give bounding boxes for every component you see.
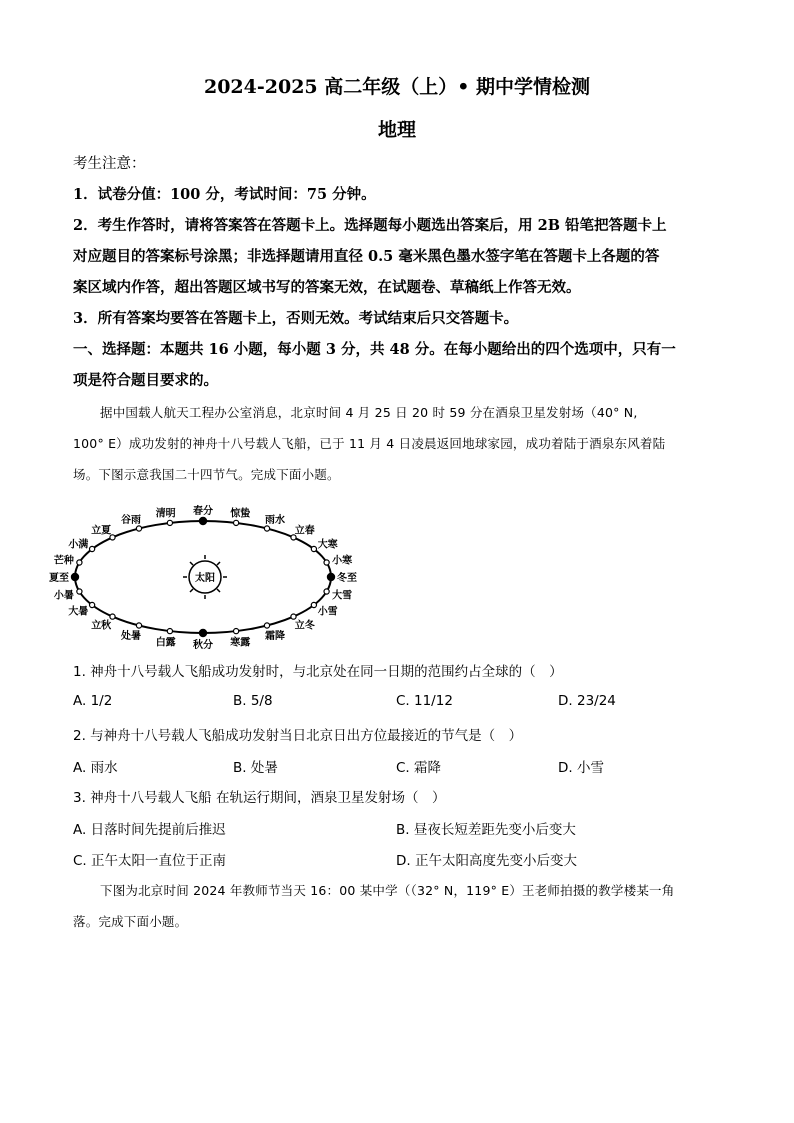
question-2-option-a[interactable]: A. 雨水: [73, 760, 118, 776]
question-1-option-c[interactable]: C. 11/12: [396, 693, 453, 709]
exam-title: 2024-2025 高二年级（上）• 期中学情检测: [203, 76, 591, 98]
term-marker: [77, 589, 82, 594]
passage-1-line-1: 据中国载人航天工程办公室消息，北京时间 4 月 25 日 20 时 59 分在酒泉卫星发射场（40° N,: [100, 405, 638, 420]
term-marker: [199, 517, 206, 524]
term-label: 小雪: [317, 606, 338, 618]
term-marker: [264, 623, 269, 628]
notice-item-2-line-2: 对应题目的答案标号涂黑；非选择题请用直径 0.5 毫米黑色墨水签字笔在答题卡上各题的答: [73, 248, 660, 265]
term-marker: [234, 520, 239, 525]
passage-2-line-1: 下图为北京时间 2024 年教师节当天 16：00 某中学（（32° N，119° E）王老师拍摄的教学楼某一角: [100, 883, 675, 898]
term-label: 小暑: [53, 590, 74, 602]
question-2-option-c[interactable]: C. 霜降: [396, 760, 442, 776]
term-marker: [167, 629, 172, 634]
sun-label: 太阳: [195, 573, 215, 584]
term-marker: [264, 526, 269, 531]
term-label: 冬至: [337, 573, 357, 584]
term-label: 寒露: [230, 637, 251, 649]
term-marker: [77, 560, 82, 565]
question-1-stem: 1. 神舟十八号载人飞船成功发射时，与北京处在同一日期的范围约占全球的（ ）: [73, 664, 563, 680]
term-marker: [167, 520, 172, 525]
subject-title: 地理: [377, 119, 416, 141]
term-marker: [110, 614, 115, 619]
term-label: 立春: [294, 525, 315, 537]
question-2-stem: 2. 与神舟十八号载人飞船成功发射当日北京日出方位最接近的节气是（ ）: [73, 728, 523, 744]
term-marker: [234, 629, 239, 634]
solar-terms-diagram: [49, 500, 360, 651]
term-marker: [90, 546, 95, 551]
term-marker: [324, 560, 329, 565]
term-marker: [311, 546, 316, 551]
question-2-option-b[interactable]: B. 处暑: [233, 760, 278, 776]
section-heading-line-2: 项是符合题目要求的。: [73, 372, 218, 389]
question-3-stem: 3. 神舟十八号载人飞船 在轨运行期间，酒泉卫星发射场（ ）: [73, 790, 446, 806]
term-label: 芒种: [53, 555, 74, 567]
term-marker: [311, 602, 316, 607]
notice-heading: 考生注意：: [73, 156, 146, 172]
term-marker: [327, 573, 334, 580]
question-1-option-d[interactable]: D. 23/24: [558, 693, 616, 709]
term-label: 白露: [155, 637, 176, 649]
term-marker: [136, 526, 141, 531]
passage-2-line-2: 落。完成下面小题。: [73, 914, 188, 929]
term-marker: [136, 623, 141, 628]
term-label: 立冬: [294, 620, 315, 632]
term-label: 夏至: [49, 573, 69, 584]
term-label: 立夏: [91, 525, 112, 537]
notice-item-2-line-1: 2．考生作答时，请将答案答在答题卡上。选择题每小题选出答案后，用 2B 铅笔把答题卡上: [73, 217, 667, 234]
notice-item-1: 1．试卷分值：100 分，考试时间：75 分钟。: [73, 186, 376, 203]
term-label: 春分: [193, 506, 213, 517]
question-3-option-a[interactable]: A. 日落时间先提前后推迟: [73, 822, 226, 838]
term-label: 立秋: [91, 620, 112, 632]
term-label: 小满: [68, 539, 89, 551]
term-label: 霜降: [265, 631, 285, 642]
term-marker: [324, 589, 329, 594]
term-label: 清明: [155, 508, 176, 520]
term-label: 大雪: [332, 590, 353, 602]
term-label: 小寒: [332, 555, 353, 567]
sun: [183, 555, 227, 599]
term-marker: [90, 602, 95, 607]
question-1-option-a[interactable]: A. 1/2: [73, 693, 113, 709]
section-heading-line-1: 一、选择题：本题共 16 小题，每小题 3 分，共 48 分。在每小题给出的四个选项中，只有一: [73, 341, 676, 358]
passage-1-line-3: 场。下图示意我国二十四节气。完成下面小题。: [73, 467, 340, 482]
question-3-option-b[interactable]: B. 昼夜长短差距先变小后变大: [396, 822, 576, 838]
question-2-option-d[interactable]: D. 小雪: [558, 760, 604, 776]
term-marker: [71, 573, 78, 580]
question-1-option-b[interactable]: B. 5/8: [233, 693, 273, 709]
term-label: 惊蛰: [230, 508, 251, 520]
term-label: 大暑: [68, 606, 89, 618]
term-marker: [199, 629, 206, 636]
term-label: 谷雨: [121, 515, 141, 526]
term-label: 处暑: [121, 631, 141, 642]
question-3-option-d[interactable]: D. 正午太阳高度先变小后变大: [396, 853, 577, 869]
passage-1-line-2: 100° E）成功发射的神舟十八号载人飞船，已于 11 月 4 日凌晨返回地球家园，成功着陆于酒泉东风着陆: [73, 436, 666, 451]
question-3-option-c[interactable]: C. 正午太阳一直位于正南: [73, 853, 227, 869]
notice-item-2-line-3: 案区域内作答，超出答题区域书写的答案无效，在试题卷、草稿纸上作答无效。: [73, 279, 581, 296]
term-marker: [291, 614, 296, 619]
term-label: 大寒: [317, 539, 338, 551]
term-label: 雨水: [265, 515, 285, 526]
notice-item-3: 3．所有答案均要答在答题卡上，否则无效。考试结束后只交答题卡。: [73, 310, 519, 327]
term-label: 秋分: [193, 640, 213, 651]
